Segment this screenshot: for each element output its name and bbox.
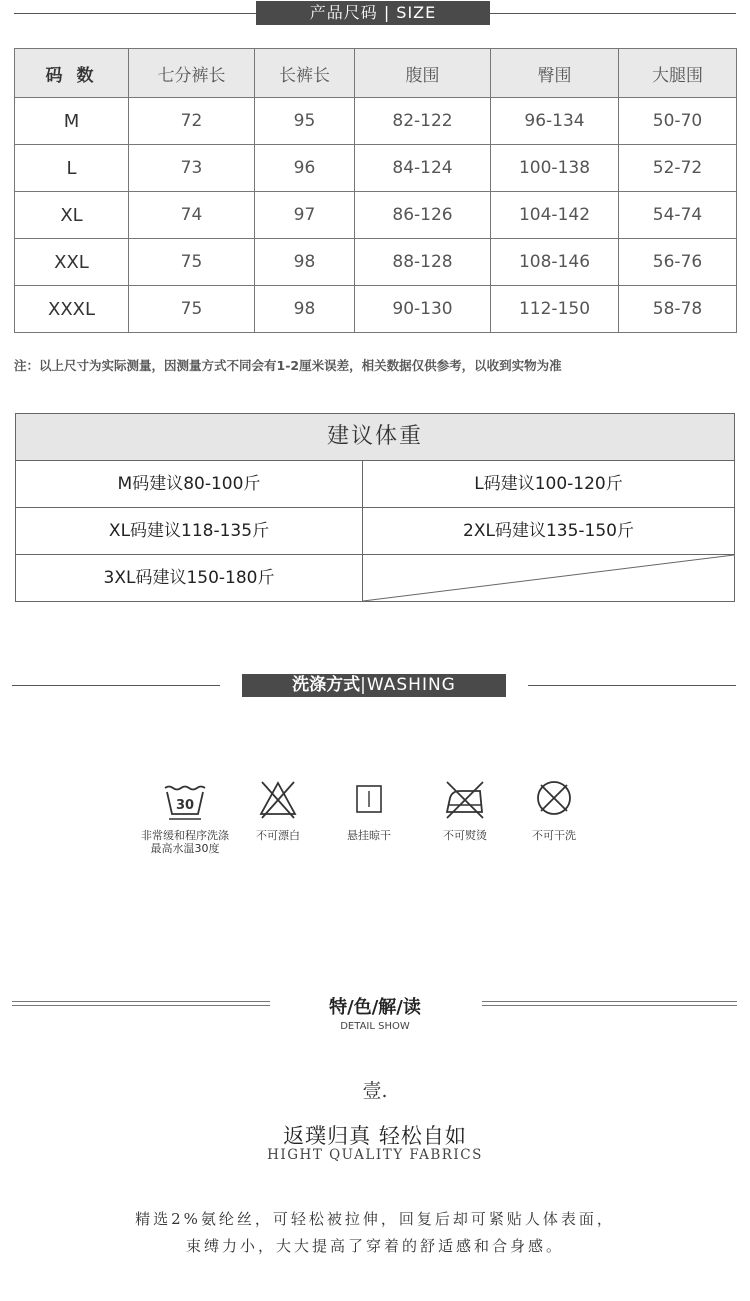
wash-temp-text: 30 bbox=[175, 798, 195, 813]
no-iron-icon bbox=[440, 778, 490, 822]
no-dry-clean-label: 不可干洗 bbox=[532, 829, 576, 842]
cell-thigh: 52-72 bbox=[619, 145, 737, 192]
detail-headline-en: HIGHT QUALITY FABRICS bbox=[267, 1147, 483, 1163]
weight-item: XL码建议118-135斤 bbox=[108, 521, 270, 541]
size-banner-text: 产品尺码 | SIZE bbox=[309, 3, 437, 22]
header-size: 码 数 bbox=[15, 49, 129, 98]
detail-body-line1: 精选2%氨纶丝，可轻松被拉伸，回复后却可紧贴人体表面， bbox=[135, 1210, 615, 1228]
weight-item: 2XL码建议135-150斤 bbox=[463, 521, 634, 541]
table-row bbox=[15, 192, 737, 239]
size-rule-right bbox=[490, 13, 736, 14]
no-dry-clean-icon bbox=[529, 776, 579, 820]
table-row bbox=[15, 286, 737, 333]
cell-full-length: 98 bbox=[255, 286, 355, 333]
cell-cropped-length: 75 bbox=[129, 286, 255, 333]
weight-table bbox=[15, 413, 735, 602]
size-rule-left bbox=[14, 13, 256, 14]
cell-size: XXL bbox=[15, 239, 129, 286]
cell-size: L bbox=[15, 145, 129, 192]
size-note: 注：以上尺寸为实际测量，因测量方式不同会有1-2厘米误差，相关数据仅供参考，以收到实物为准 bbox=[14, 358, 562, 373]
cell-thigh: 50-70 bbox=[619, 98, 737, 145]
header-thigh: 大腿围 bbox=[619, 49, 737, 98]
detail-index: 壹. bbox=[362, 1080, 388, 1102]
cell-hip: 100-138 bbox=[491, 145, 619, 192]
cell-cropped-length: 72 bbox=[129, 98, 255, 145]
cell-waist: 82-122 bbox=[355, 98, 491, 145]
detail-body-line2: 束缚力小，大大提高了穿着的舒适感和合身感。 bbox=[185, 1237, 564, 1255]
cell-cropped-length: 74 bbox=[129, 192, 255, 239]
no-bleach-icon bbox=[253, 778, 303, 822]
cell-waist: 90-130 bbox=[355, 286, 491, 333]
size-table-header-row bbox=[15, 49, 737, 98]
table-row bbox=[15, 239, 737, 286]
washing-banner-en: |WASHING bbox=[360, 675, 456, 695]
weight-item: 3XL码建议150-180斤 bbox=[103, 568, 275, 588]
washing-rule-right bbox=[528, 685, 736, 686]
cell-hip: 104-142 bbox=[491, 192, 619, 239]
cell-hip: 108-146 bbox=[491, 239, 619, 286]
weight-table-title: 建议体重 bbox=[16, 414, 734, 461]
washing-banner-cn: 洗涤方式 bbox=[292, 675, 361, 695]
hang-dry-label: 悬挂晾干 bbox=[347, 829, 391, 842]
no-bleach-label: 不可漂白 bbox=[256, 829, 300, 842]
table-row bbox=[15, 145, 737, 192]
cell-size: XXXL bbox=[15, 286, 129, 333]
cell-thigh: 58-78 bbox=[619, 286, 737, 333]
cell-thigh: 56-76 bbox=[619, 239, 737, 286]
wash-30-label-line1: 非常缓和程序洗涤 bbox=[141, 829, 229, 842]
wash-30-label bbox=[135, 829, 235, 855]
detail-subtitle: DETAIL SHOW bbox=[340, 1021, 410, 1032]
header-hip: 臀围 bbox=[491, 49, 619, 98]
detail-rule-left bbox=[12, 1001, 270, 1006]
cell-cropped-length: 75 bbox=[129, 239, 255, 286]
cell-full-length: 95 bbox=[255, 98, 355, 145]
cell-size: XL bbox=[15, 192, 129, 239]
cell-waist: 88-128 bbox=[355, 239, 491, 286]
cell-waist: 86-126 bbox=[355, 192, 491, 239]
weight-item: M码建议80-100斤 bbox=[117, 474, 261, 494]
wash-30-label-line2: 最高水温30度 bbox=[150, 842, 220, 855]
cell-full-length: 96 bbox=[255, 145, 355, 192]
detail-title: 特/色/解/读 bbox=[329, 997, 421, 1018]
cell-hip: 112-150 bbox=[491, 286, 619, 333]
washing-banner bbox=[242, 674, 506, 697]
size-table bbox=[14, 48, 737, 333]
detail-headline: 返璞归真 轻松自如 bbox=[283, 1124, 467, 1148]
cell-full-length: 97 bbox=[255, 192, 355, 239]
cell-full-length: 98 bbox=[255, 239, 355, 286]
header-waist: 腹围 bbox=[355, 49, 491, 98]
cell-size: M bbox=[15, 98, 129, 145]
table-row bbox=[15, 98, 737, 145]
detail-rule-right bbox=[482, 1001, 737, 1006]
wash-30-icon bbox=[160, 780, 210, 824]
header-full-length: 长裤长 bbox=[255, 49, 355, 98]
no-iron-label: 不可熨烫 bbox=[443, 829, 487, 842]
cell-cropped-length: 73 bbox=[129, 145, 255, 192]
weight-item: L码建议100-120斤 bbox=[474, 474, 623, 494]
header-cropped-length: 七分裤长 bbox=[129, 49, 255, 98]
empty-cell-diagonal bbox=[363, 555, 734, 601]
cell-hip: 96-134 bbox=[491, 98, 619, 145]
size-banner bbox=[256, 1, 490, 25]
cell-waist: 84-124 bbox=[355, 145, 491, 192]
hang-dry-icon bbox=[344, 778, 394, 822]
cell-thigh: 54-74 bbox=[619, 192, 737, 239]
washing-rule-left bbox=[12, 685, 220, 686]
